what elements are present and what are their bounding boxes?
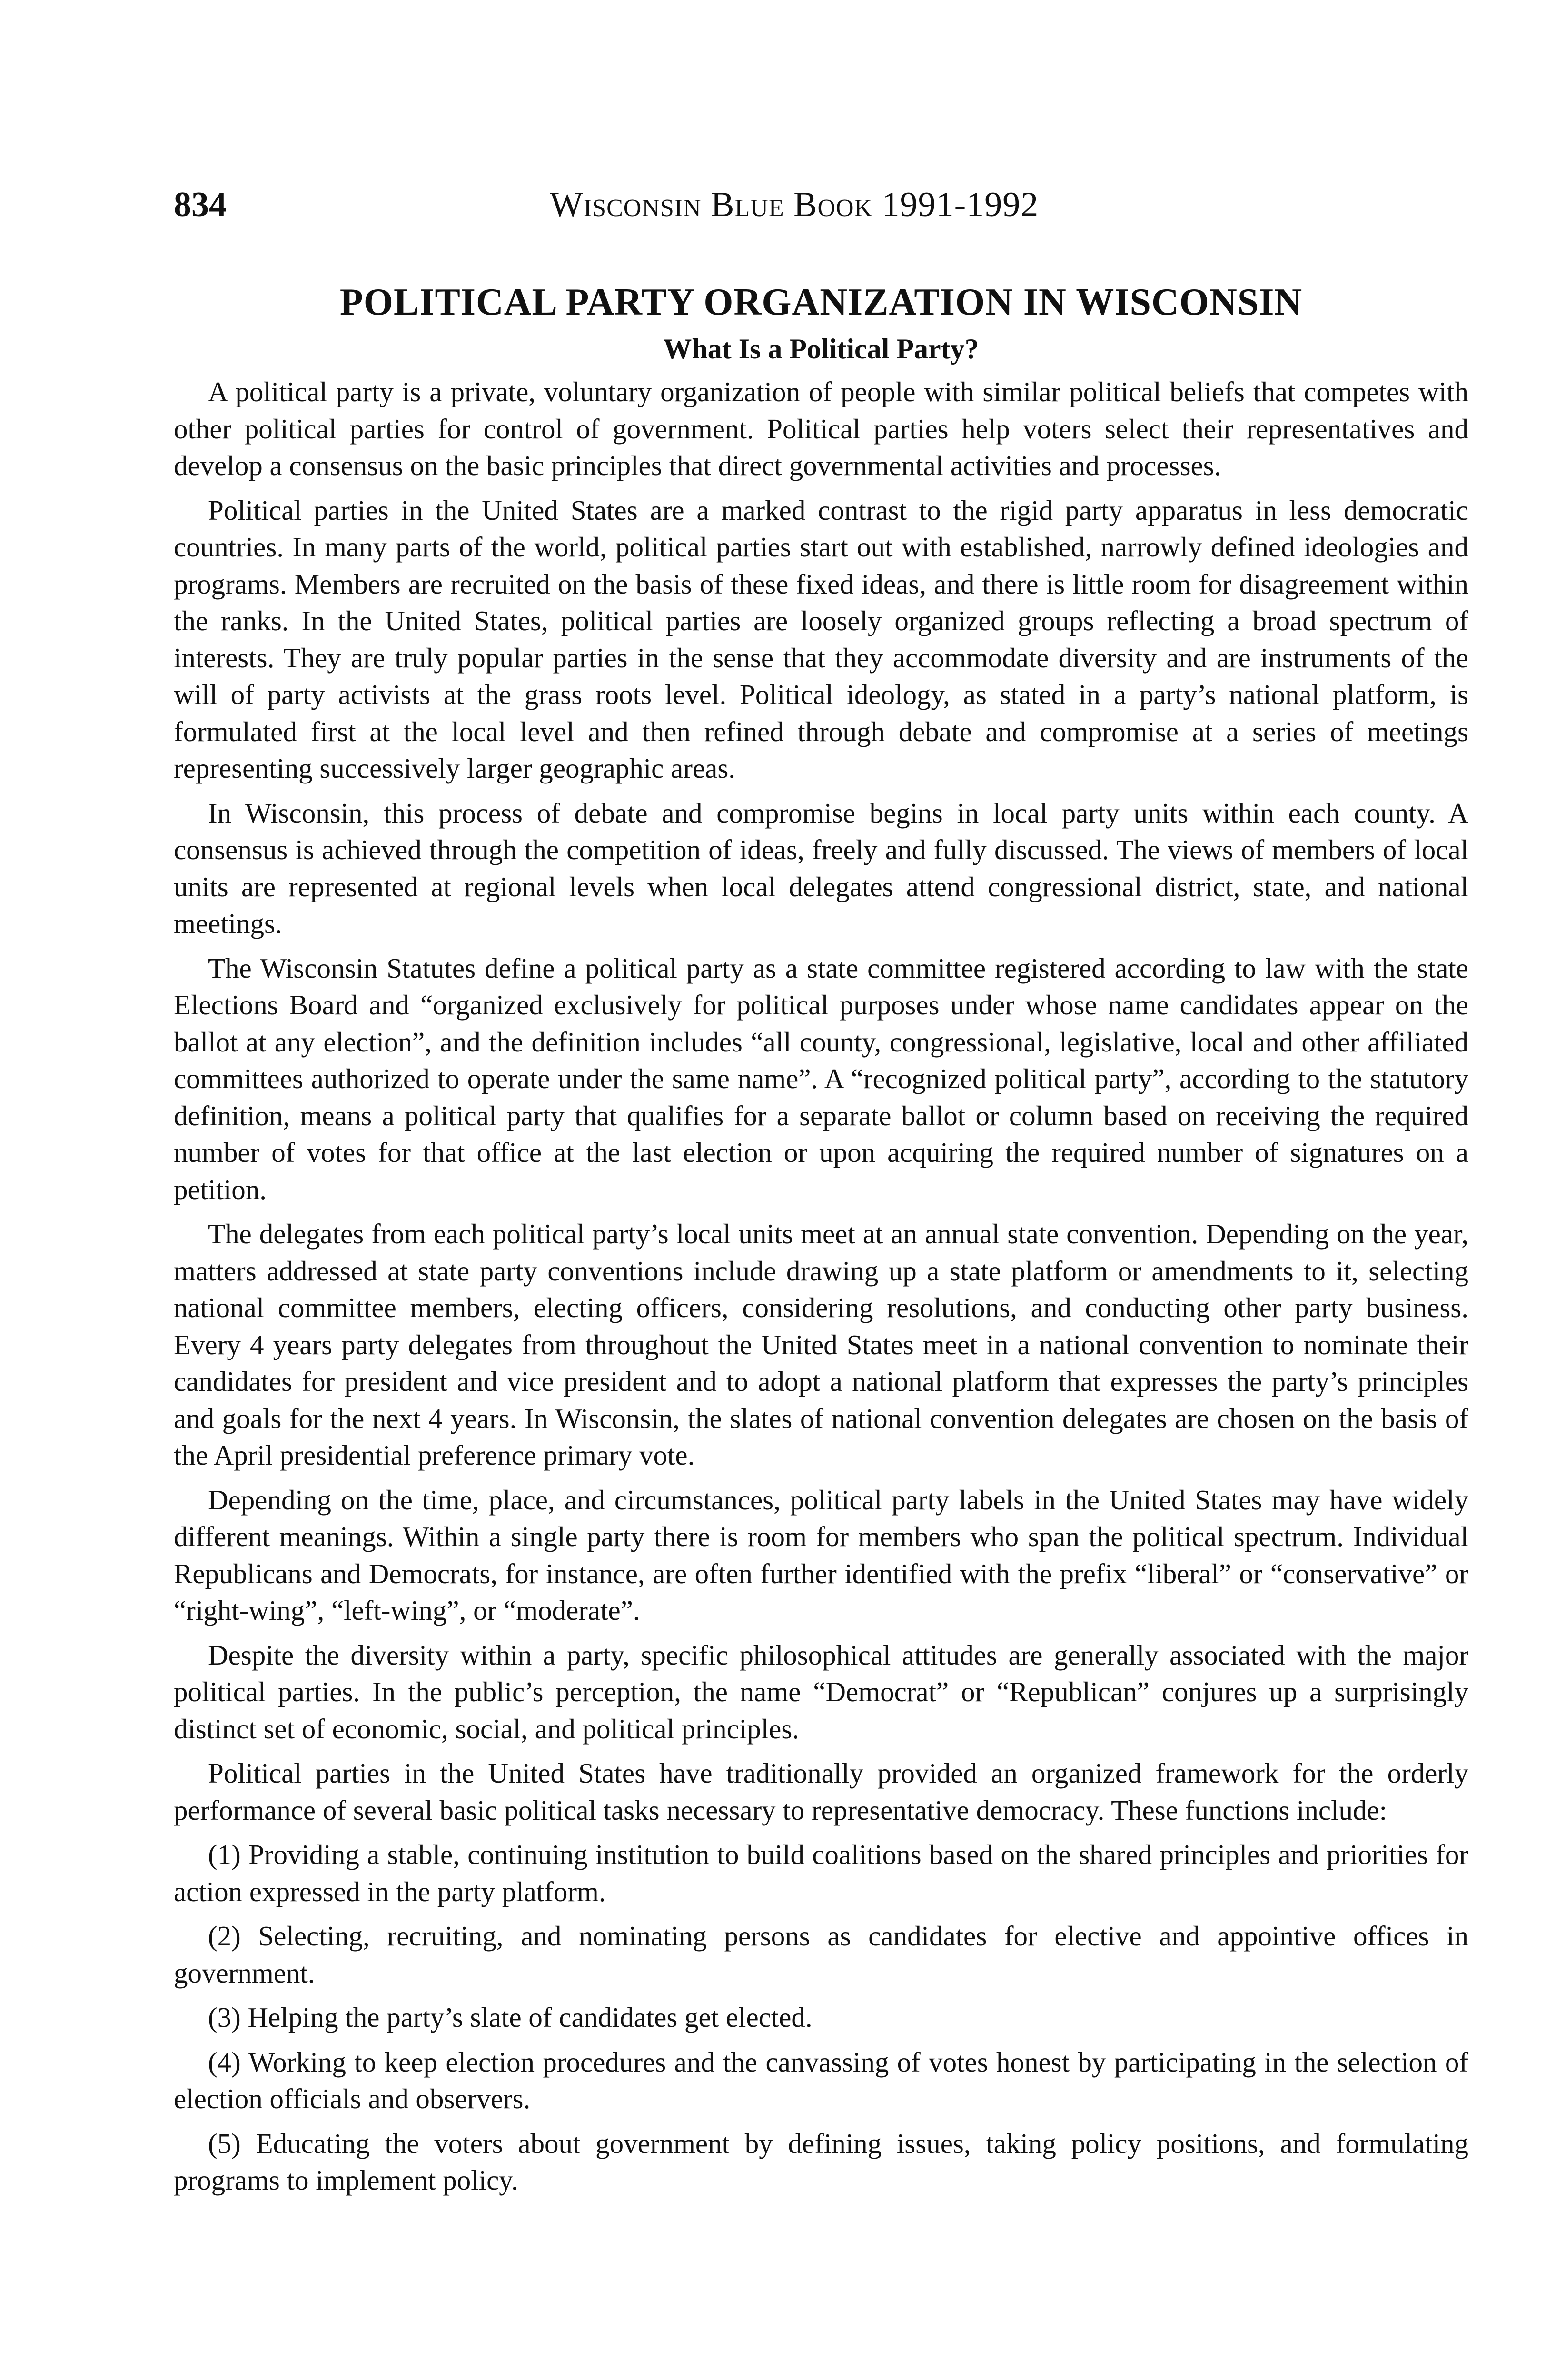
paragraph-definition: A political party is a private, voluntary organization of people with similar political beliefs that competes with other political parties for control of government. Political parties help voters select their representatives and develop a consensus on the basic principles that direct governmental activities and processes. xyxy=(174,376,1468,481)
paragraph-us-parties-contrast: Political parties in the United States are a marked contrast to the rigid party apparatus in less democratic countries. In many parts of the world, political parties start out with established, narrowly defined ideologies and programs. Members are recruited on the basis of these fixed ideas, and there is little room for disagreement within the ranks. In the United States, political parties are loosely organized groups reflecting a broad spectrum of interests. They are truly popular parties in the sense that they accommodate diversity and are instruments of the will of party activists at the grass roots level. Political ideology, as stated in a party’s national platform, is formulated first at the local level and then refined through debate and compromise at a series of meetings representing successively larger geographic areas. xyxy=(174,494,1468,784)
paragraph-functions-intro: Political parties in the United States have traditionally provided an organized framework for the orderly performance of several basic political tasks necessary to representative democracy. These functions include: xyxy=(174,1757,1468,1826)
function-item-1: (1) Providing a stable, continuing institution to build coalitions based on the shared principles and priorities for action expressed in the party platform. xyxy=(174,1839,1468,1907)
paragraph-conventions: The delegates from each political party’s local units meet at an annual state convention. Depending on the year, matters addressed at state party conventions include drawing up a state platform or amendments to it, selecting national committee members, electing officers, considering resolutions, and conducting other party business. Every 4 years party delegates from throughout the United States meet in a national convention to nominate their candidates for president and vice president and to adopt a national platform that expresses the party’s principles and goals for the next 4 years. In Wisconsin, the slates of national convention delegates are chosen on the basis of the April presidential preference primary vote. xyxy=(174,1218,1468,1471)
paragraph-statutory-definition: The Wisconsin Statutes define a political party as a state committee registered according to law with the state Elections Board and “organized exclusively for political purposes under whose name candidates appear on the ballot at any election”, and the definition includes “all county, congressional, legislative, local and other affiliated committees authorized to operate under the same name”. A “recognized political party”, according to the statutory definition, means a political party that qualifies for a separate ballot or column based on receiving the required number of votes for that office at the last election or upon acquiring the required number of signatures on a petition. xyxy=(174,952,1468,1205)
function-item-4: (4) Working to keep election procedures and the canvassing of votes honest by participating in the selection of election officials and observers. xyxy=(174,2046,1468,2114)
article-body xyxy=(174,278,1468,2207)
function-item-2: (2) Selecting, recruiting, and nominating persons as candidates for elective and appointive offices in government. xyxy=(174,1920,1468,1989)
article-title: POLITICAL PARTY ORGANIZATION IN WISCONSIN xyxy=(339,281,1303,323)
book-title: Wisconsin Blue Book 1991-1992 xyxy=(550,185,1039,224)
function-item-5: (5) Educating the voters about government by defining issues, taking policy positions, and formulating programs to implement policy. xyxy=(174,2127,1468,2196)
function-item-3: (3) Helping the party’s slate of candidates get elected. xyxy=(208,2002,813,2033)
section-subtitle: What Is a Political Party? xyxy=(663,333,979,365)
page-number: 834 xyxy=(174,185,227,224)
paragraph-party-labels: Depending on the time, place, and circumstances, political party labels in the United States may have widely different meanings. Within a single party there is room for members who span the political spectrum. Individual Republicans and Democrats, for instance, are often further identified with the prefix “liberal” or “conservative” or “right-wing”, “left-wing”, or “moderate”. xyxy=(174,1484,1468,1626)
running-header xyxy=(174,183,1468,226)
paragraph-philosophical-attitudes: Despite the diversity within a party, specific philosophical attitudes are generally associated with the major political parties. In the public’s perception, the name “Democrat” or “Republican” conjures up a surprisingly distinct set of economic, social, and political principles. xyxy=(174,1639,1468,1745)
paragraph-wisconsin-process: In Wisconsin, this process of debate and compromise begins in local party units within each county. A consensus is achieved through the competition of ideas, freely and fully discussed. The views of members of local units are represented at regional levels when local delegates attend congressional district, state, and national meetings. xyxy=(174,797,1468,939)
